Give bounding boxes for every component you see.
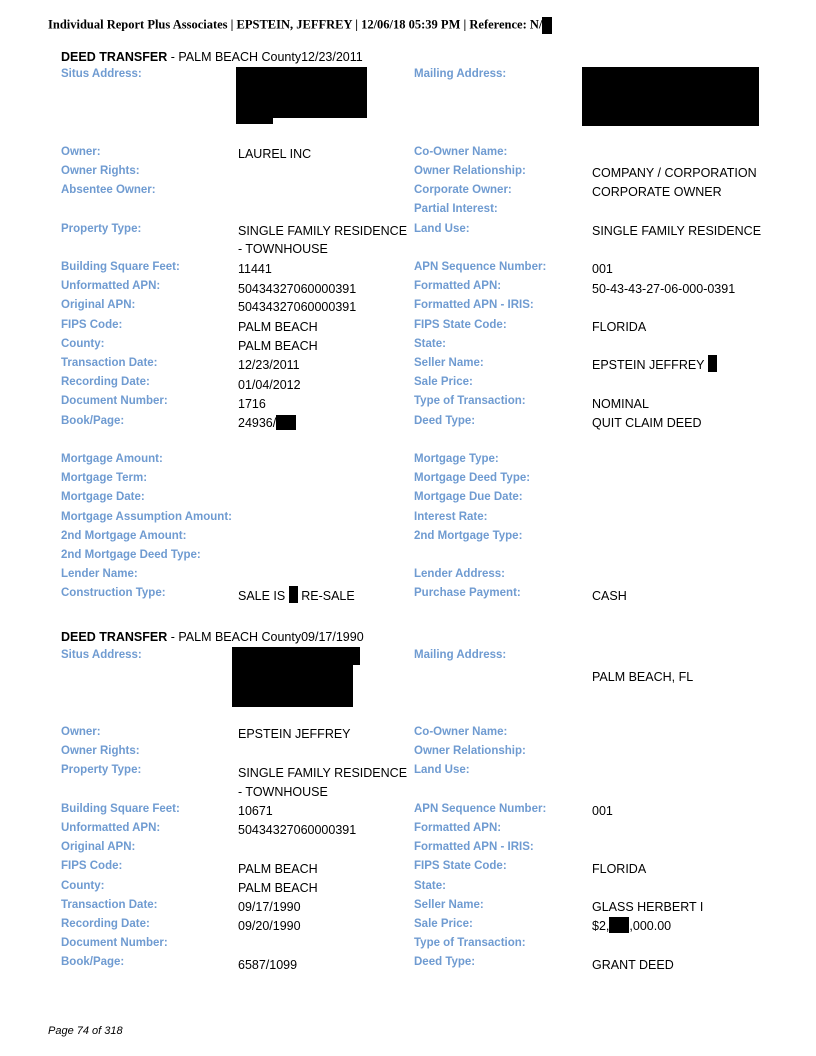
property-type-value: SINGLE FAMILY RESIDENCE (238, 766, 408, 780)
label-fips-state: FIPS State Code: (414, 860, 507, 872)
property-type-value-2: - TOWNHOUSE (238, 242, 328, 256)
property-type-value: SINGLE FAMILY RESIDENCE (238, 224, 408, 238)
building-sqft-value: 11441 (238, 262, 272, 276)
mailing-city-value: PALM BEACH, FL (592, 670, 694, 684)
seller-name-value: GLASS HERBERT I (592, 900, 704, 914)
label-purchase-payment: Purchase Payment: (414, 587, 521, 599)
label-mortgage-deed-type: Mortgage Deed Type: (414, 472, 531, 484)
label-type-of-transaction: Type of Transaction: (414, 937, 526, 949)
label-owner-relationship: Owner Relationship: (414, 165, 526, 177)
section-title: DEED TRANSFER - PALM BEACH County09/17/1990 (61, 630, 364, 644)
apn-seq-value: 001 (592, 262, 613, 276)
original-apn-value: 50434327060000391 (238, 300, 357, 314)
purchase-payment-value: CASH (592, 589, 627, 603)
label-book-page: Book/Page: (61, 956, 125, 968)
label-document-number: Document Number: (61, 395, 168, 407)
label-building-sqft: Building Square Feet: (61, 803, 180, 815)
label-unformatted-apn: Unformatted APN: (61, 280, 161, 292)
label-corporate-owner: Corporate Owner: (414, 184, 512, 196)
deed-type-value: GRANT DEED (592, 958, 674, 972)
label-deed-type: Deed Type: (414, 956, 476, 968)
label-second-mortgage-deed-type: 2nd Mortgage Deed Type: (61, 549, 201, 561)
land-use-value: SINGLE FAMILY RESIDENCE (592, 224, 762, 238)
section-title: DEED TRANSFER - PALM BEACH County12/23/2011 (61, 50, 363, 64)
label-seller-name: Seller Name: (414, 357, 484, 369)
recording-date-value: 01/04/2012 (238, 378, 301, 392)
unformatted-apn-value: 50434327060000391 (238, 282, 357, 296)
label-county: County: (61, 338, 105, 350)
transaction-date-value: 09/17/1990 (238, 900, 301, 914)
label-second-mortgage-amount: 2nd Mortgage Amount: (61, 530, 187, 542)
label-lender-address: Lender Address: (414, 568, 505, 580)
label-mortgage-date: Mortgage Date: (61, 491, 145, 503)
label-formatted-apn-iris: Formatted APN - IRIS: (414, 841, 534, 853)
formatted-apn-value: 50-43-43-27-06-000-0391 (592, 282, 736, 296)
fips-code-value: PALM BEACH (238, 862, 318, 876)
label-absentee-owner: Absentee Owner: (61, 184, 156, 196)
label-interest-rate: Interest Rate: (414, 511, 488, 523)
label-recording-date: Recording Date: (61, 918, 150, 930)
label-property-type: Property Type: (61, 764, 142, 776)
label-transaction-date: Transaction Date: (61, 357, 158, 369)
label-document-number: Document Number: (61, 937, 168, 949)
label-fips-code: FIPS Code: (61, 319, 123, 331)
label-construction-type: Construction Type: (61, 587, 166, 599)
label-apn-seq: APN Sequence Number: (414, 803, 547, 815)
label-type-of-transaction: Type of Transaction: (414, 395, 526, 407)
label-co-owner: Co-Owner Name: (414, 146, 508, 158)
label-fips-state: FIPS State Code: (414, 319, 507, 331)
label-owner-relationship: Owner Relationship: (414, 745, 526, 757)
redaction (542, 17, 552, 34)
label-mailing-address: Mailing Address: (414, 68, 507, 80)
type-of-transaction-value: NOMINAL (592, 397, 649, 411)
label-mortgage-due-date: Mortgage Due Date: (414, 491, 523, 503)
label-owner-rights: Owner Rights: (61, 745, 140, 757)
county-value: PALM BEACH (238, 339, 318, 353)
label-county: County: (61, 880, 105, 892)
construction-type-value: SALE IS RE-SALE (238, 589, 355, 603)
property-type-value-2: - TOWNHOUSE (238, 785, 328, 799)
redaction (289, 586, 298, 603)
recording-date-value: 09/20/1990 (238, 919, 301, 933)
fips-code-value: PALM BEACH (238, 320, 318, 334)
label-seller-name: Seller Name: (414, 899, 484, 911)
label-original-apn: Original APN: (61, 299, 136, 311)
unformatted-apn-value: 50434327060000391 (238, 823, 357, 837)
label-mortgage-term: Mortgage Term: (61, 472, 148, 484)
corporate-owner-value: CORPORATE OWNER (592, 185, 722, 199)
sale-price-value: $2, ,000.00 (592, 919, 672, 933)
label-owner: Owner: (61, 726, 101, 738)
redaction (232, 663, 353, 707)
seller-name-value: EPSTEIN JEFFREY (592, 358, 717, 372)
label-state: State: (414, 338, 446, 350)
deed-type-value: QUIT CLAIM DEED (592, 416, 702, 430)
label-situs-address: Situs Address: (61, 68, 142, 80)
book-page-value: 24936/ (238, 416, 296, 430)
label-land-use: Land Use: (414, 223, 470, 235)
label-transaction-date: Transaction Date: (61, 899, 158, 911)
redaction (236, 116, 273, 124)
redaction (708, 355, 717, 372)
label-owner-rights: Owner Rights: (61, 165, 140, 177)
label-formatted-apn: Formatted APN: (414, 822, 502, 834)
label-second-mortgage-type: 2nd Mortgage Type: (414, 530, 523, 542)
label-mailing-address: Mailing Address: (414, 649, 507, 661)
fips-state-value: FLORIDA (592, 320, 647, 334)
apn-seq-value: 001 (592, 804, 613, 818)
county-value: PALM BEACH (238, 881, 318, 895)
transaction-date-value: 12/23/2011 (238, 358, 300, 372)
redaction (236, 67, 367, 118)
label-mortgage-assumption: Mortgage Assumption Amount: (61, 511, 232, 523)
fips-state-value: FLORIDA (592, 862, 647, 876)
owner-value: LAUREL INC (238, 147, 312, 161)
label-mortgage-amount: Mortgage Amount: (61, 453, 163, 465)
label-property-type: Property Type: (61, 223, 142, 235)
building-sqft-value: 10671 (238, 804, 273, 818)
label-co-owner: Co-Owner Name: (414, 726, 508, 738)
label-sale-price: Sale Price: (414, 376, 473, 388)
page-number: Page 74 of 318 (48, 1025, 123, 1037)
book-page-value: 6587/1099 (238, 958, 298, 972)
label-apn-seq: APN Sequence Number: (414, 261, 547, 273)
label-situs-address: Situs Address: (61, 649, 142, 661)
label-fips-code: FIPS Code: (61, 860, 123, 872)
label-land-use: Land Use: (414, 764, 470, 776)
label-recording-date: Recording Date: (61, 376, 150, 388)
label-partial-interest: Partial Interest: (414, 203, 498, 215)
label-lender-name: Lender Name: (61, 568, 138, 580)
label-original-apn: Original APN: (61, 841, 136, 853)
label-book-page: Book/Page: (61, 415, 125, 427)
label-deed-type: Deed Type: (414, 415, 476, 427)
document-number-value: 1716 (238, 397, 266, 411)
owner-relationship-value: COMPANY / CORPORATION (592, 166, 757, 180)
label-sale-price: Sale Price: (414, 918, 473, 930)
redaction (276, 415, 296, 430)
label-unformatted-apn: Unformatted APN: (61, 822, 161, 834)
label-state: State: (414, 880, 446, 892)
report-header (48, 17, 552, 34)
label-owner: Owner: (61, 146, 101, 158)
redaction (582, 67, 759, 126)
redaction (609, 917, 629, 933)
label-formatted-apn: Formatted APN: (414, 280, 502, 292)
label-formatted-apn-iris: Formatted APN - IRIS: (414, 299, 534, 311)
owner-value: EPSTEIN JEFFREY (238, 727, 351, 741)
report-header-text: Individual Report Plus Associates | EPSTEIN, JEFFREY | 12/06/18 05:39 PM | Reference: N/ (48, 17, 543, 32)
label-building-sqft: Building Square Feet: (61, 261, 180, 273)
label-mortgage-type: Mortgage Type: (414, 453, 499, 465)
